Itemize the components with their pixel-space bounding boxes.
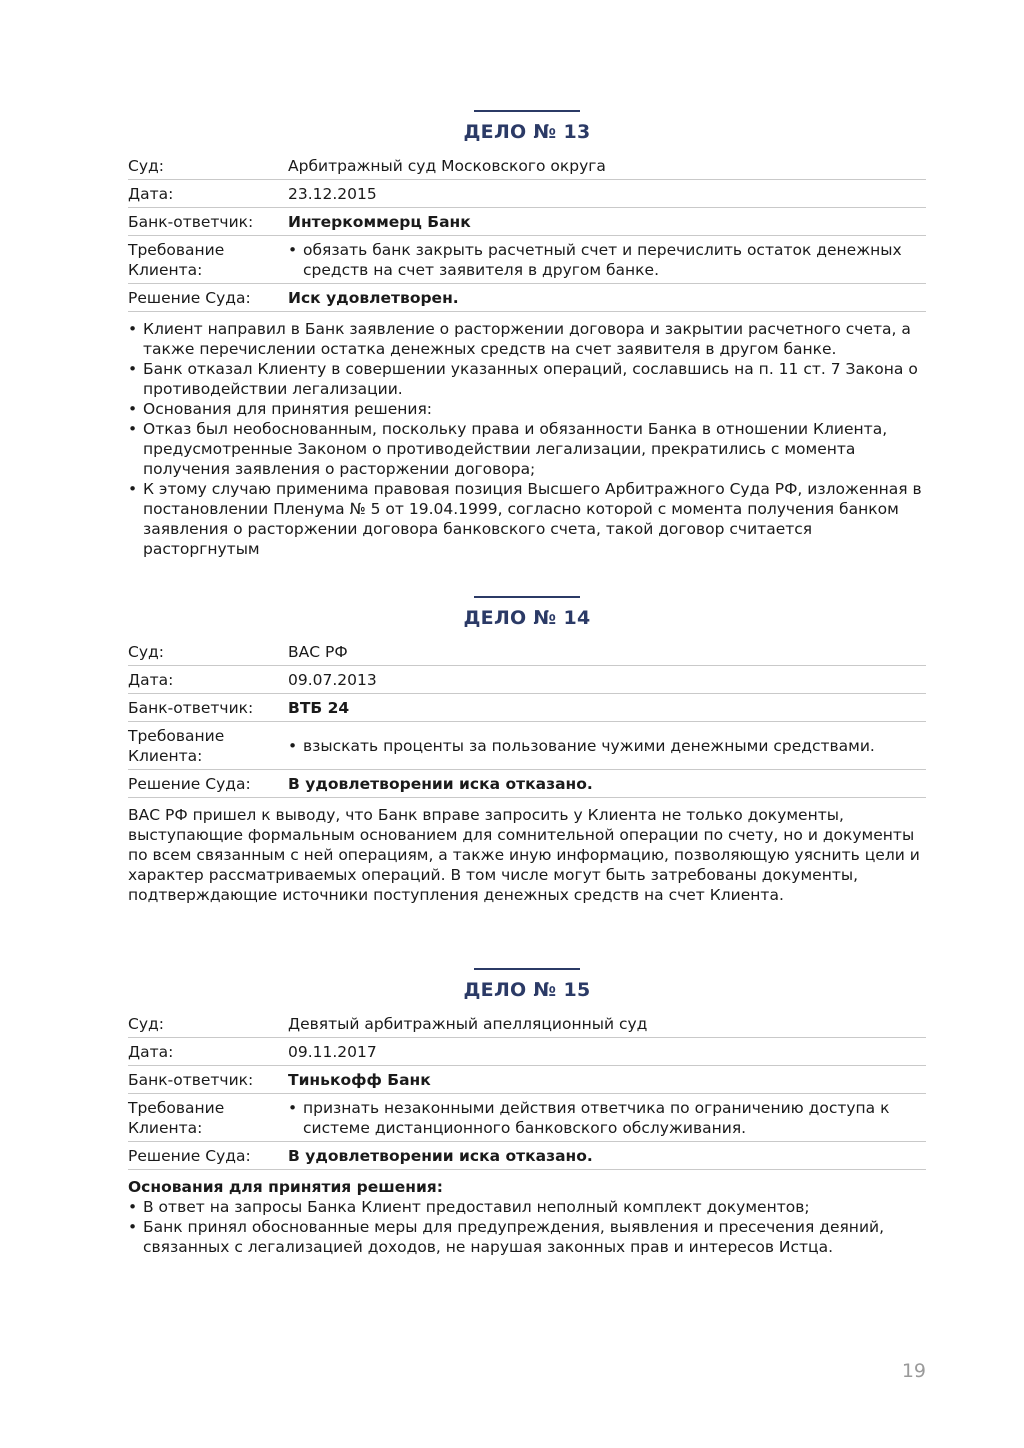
case-details	[128, 805, 926, 905]
bank-label: Банк-ответчик:	[128, 698, 254, 717]
detail-paragraph: ВАС РФ пришел к выводу, что Банк вправе запросить у Клиента не только документы, выступающие формальным основанием для сомнительной операции по счету, но и документы по всем связанным с ней операциям, а также иную информацию, позволяющую уяснить цели и характер рассматриваемых операций. В том числе могут быть затребованы документы, подтверждающие источники поступления денежных средств на счет Клиента.	[128, 806, 920, 904]
case-14	[128, 596, 926, 905]
case-info-table	[128, 1010, 926, 1170]
detail-bullet: • Банк принял обоснованные меры для предупреждения, выявления и пресечения деяний, связанных с легализацией доходов, не нарушая законных прав и интересов Истца.	[128, 1218, 885, 1256]
court-row	[128, 152, 926, 180]
court-value: Арбитражный суд Московского округа	[288, 156, 606, 175]
demand-row	[128, 1094, 926, 1142]
grounds-heading: Основания для принятия решения:	[128, 1178, 443, 1196]
case-title: ДЕЛО № 13	[463, 121, 591, 143]
demand-label: Требование Клиента:	[128, 727, 225, 765]
bank-row	[128, 208, 926, 236]
bank-value: ВТБ 24	[288, 698, 350, 717]
bank-value: Тинькофф Банк	[288, 1070, 431, 1089]
case-header	[128, 596, 926, 630]
case-header	[128, 968, 926, 1002]
bank-row	[128, 694, 926, 722]
title-rule	[474, 968, 580, 970]
court-value: ВАС РФ	[288, 642, 348, 661]
demand-row	[128, 722, 926, 770]
case-15	[128, 968, 926, 1257]
demand-label: Требование Клиента:	[128, 241, 225, 279]
demand-value: • взыскать проценты за пользование чужими денежными средствами.	[288, 737, 875, 755]
bank-value: Интеркоммерц Банк	[288, 212, 471, 231]
court-value: Девятый арбитражный апелляционный суд	[288, 1014, 648, 1033]
decision-row	[128, 284, 926, 312]
detail-bullet: • Банк отказал Клиенту в совершении указанных операций, сославшись на п. 11 ст. 7 Закона о противодействии легализации.	[128, 360, 918, 398]
court-label: Суд:	[128, 156, 164, 175]
decision-label: Решение Суда:	[128, 774, 251, 793]
case-details	[128, 1177, 926, 1257]
demand-value: • обязать банк закрыть расчетный счет и перечислить остаток денежных средств на счет заявителя в другом банке.	[288, 241, 902, 279]
demand-label: Требование Клиента:	[128, 1099, 225, 1137]
court-label: Суд:	[128, 1014, 164, 1033]
case-13	[128, 110, 926, 559]
date-value: 23.12.2015	[288, 184, 377, 203]
bank-label: Банк-ответчик:	[128, 212, 254, 231]
decision-value: В удовлетворении иска отказано.	[288, 1146, 593, 1165]
title-rule	[474, 110, 580, 112]
detail-bullet: • В ответ на запросы Банка Клиент предоставил неполный комплект документов;	[128, 1198, 810, 1216]
bank-row	[128, 1066, 926, 1094]
decision-label: Решение Суда:	[128, 288, 251, 307]
decision-row	[128, 770, 926, 798]
demand-row	[128, 236, 926, 284]
case-info-table	[128, 152, 926, 312]
case-title: ДЕЛО № 14	[463, 607, 591, 629]
case-header	[128, 110, 926, 144]
decision-value: Иск удовлетворен.	[288, 288, 459, 307]
case-info-table	[128, 638, 926, 798]
page-number: 19	[901, 1360, 926, 1382]
detail-bullet: • Клиент направил в Банк заявление о расторжении договора и закрытии расчетного счета, а также перечислении остатка денежных средств на счет заявителя в другом банке.	[128, 320, 911, 358]
court-label: Суд:	[128, 642, 164, 661]
court-row	[128, 1010, 926, 1038]
date-label: Дата:	[128, 184, 174, 203]
court-row	[128, 638, 926, 666]
date-label: Дата:	[128, 670, 174, 689]
bank-label: Банк-ответчик:	[128, 1070, 254, 1089]
decision-row	[128, 1142, 926, 1170]
date-row	[128, 180, 926, 208]
decision-value: В удовлетворении иска отказано.	[288, 774, 593, 793]
date-value: 09.07.2013	[288, 670, 377, 689]
date-value: 09.11.2017	[288, 1042, 377, 1061]
case-title: ДЕЛО № 15	[463, 979, 591, 1001]
detail-bullet: • Основания для принятия решения:	[128, 400, 433, 418]
detail-bullet: • Отказ был необоснованным, поскольку права и обязанности Банка в отношении Клиента, предусмотренные Законом о противодействии легализации, прекратились с момента получения заявления о расторжении договора;	[128, 420, 888, 478]
case-details	[128, 319, 926, 559]
date-row	[128, 666, 926, 694]
detail-bullet: • К этому случаю применима правовая позиция Высшего Арбитражного Суда РФ, изложенная в постановлении Пленума № 5 от 19.04.1999, согласно которой с момента получения банком заявления о расторжении договора банковского счета, такой договор считается расторгнутым	[128, 480, 922, 558]
date-label: Дата:	[128, 1042, 174, 1061]
title-rule	[474, 596, 580, 598]
date-row	[128, 1038, 926, 1066]
decision-label: Решение Суда:	[128, 1146, 251, 1165]
demand-value: • признать незаконными действия ответчика по ограничению доступа к системе дистанционного банковского обслуживания.	[288, 1099, 890, 1137]
